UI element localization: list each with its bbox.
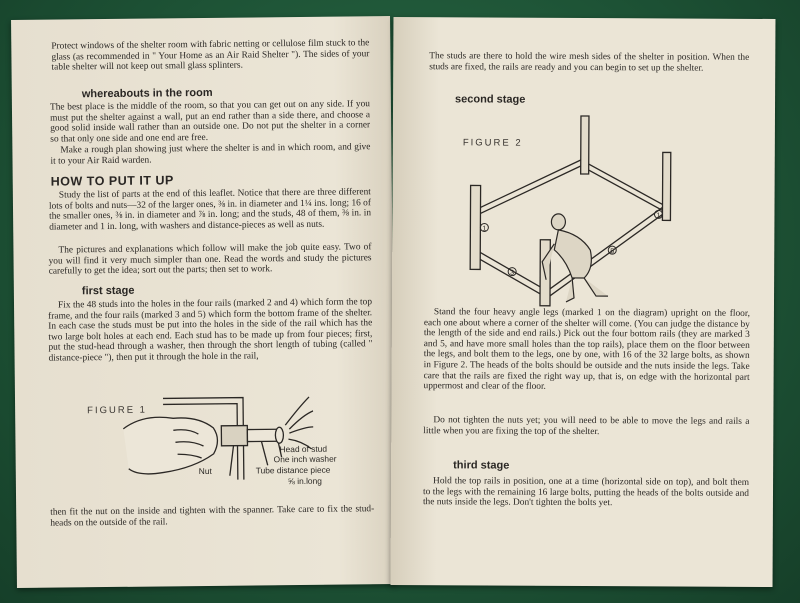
fig1-label-nut: Nut (198, 465, 212, 477)
how-paragraph-1: Study the list of parts at the end of this leaflet. Notice that there are three different lots of bolts and nuts—32 of the larger ones, ⅜ in. in diameter and 1¼ ins. long; 16 of the smaller ones, ⅜ in. in diameter and ⅞ in. long; and the studs, 48 of them, ⅜ in. in diameter and 1 in. long, with washers and distance-pieces as well as nuts. (48, 187, 372, 233)
intro-paragraph: Protect windows of the shelter room with fabric netting or cellulose film stuck to the glass (as recommended in " Your Home as an Air Raid Shelter "). The sides of your table shelter will not keep out small glass splinters. (51, 38, 370, 73)
how-paragraph-2: The pictures and explanations which follow will make the job quite easy. Two of you will find it very much simpler than one. Read the words and study the pictures carefully to get the idea; sort out the parts; then set to work. (48, 242, 372, 277)
fig2-mark-3: 3 (510, 269, 515, 277)
second-stage-paragraph-1: Stand the four heavy angle legs (marked 1 on the diagram) upright on the floor, each one about where a corner of the shelter will come. (You can judge the distance by the length of the side and end rails.) Pick out the four bottom rails (they are marked 3 and 5, and have more small holes than the top rails), place them on the floor between the legs, and bolt them to the legs, one by one, with 16 of the 32 large bolts, as shown in Figure 2. The heads of the bolts should be outside and the nuts inside the legs. Take care that the rails are fixed the right way up, that is, on edge with the horizontal part uppermost and clear of the floor. (423, 307, 750, 392)
figure-2-illustration (462, 109, 693, 310)
fig1-label-head-of-stud: Head of stud (279, 443, 328, 455)
fig1-label-washer: One inch washer (273, 453, 337, 465)
heading-third-stage: third stage (453, 459, 510, 472)
right-page (391, 17, 776, 587)
heading-whereabouts: whereabouts in the room (81, 86, 213, 101)
fig2-mark-1: 1 (482, 225, 487, 233)
left-page (11, 16, 396, 588)
figure-1-label: FIGURE 1 (87, 404, 147, 417)
figure-2-label: FIGURE 2 (462, 137, 523, 149)
first-stage-paragraph: Fix the 48 studs into the holes in the four rails (marked 2 and 4) which form the top frame, and the four rails (marked 3 and 5) which form the bottom frame of the shelter. In each case the studs must be put into the holes in the side of the rail which has the two large bolt holes at each end. Each stud has to be made up from four pieces; first, put the stud-head through a washer, then through the short length of tubing (called " distance-piece "), then put it through the hole in the rail, (48, 297, 373, 364)
fig2-mark-1b: 1 (656, 212, 661, 220)
studs-paragraph: The studs are there to hold the wire mesh sides of the shelter in position. When the studs are fixed, the rails are ready and you can begin to set up the shelter. (429, 51, 750, 74)
fig1-label-long: ⅝ in.long (287, 475, 322, 487)
heading-first-stage: first stage (81, 284, 135, 298)
second-stage-paragraph-2: Do not tighten the nuts yet; you will need to be able to move the legs and rails a little when you are fixing the top of the shelter. (423, 415, 750, 437)
whereabouts-paragraph-2: Make a rough plan showing just where the shelter is and in which room, and give it to your Air Raid warden. (50, 142, 371, 167)
heading-how-to-put-it-up: HOW TO PUT IT UP (50, 173, 174, 189)
closing-paragraph: then fit the nut on the inside and tighten with the spanner. Take care to fix the stud-heads on the outside of the rail. (50, 504, 375, 529)
man-figure-illustration (542, 214, 608, 302)
third-stage-paragraph: Hold the top rails in position, one at a time (horizontal side on top), and bolt them to the legs with the remaining 16 large bolts, putting the heads of the bolts outside and the nuts inside the legs. Don't tighten the bolts yet. (422, 476, 750, 509)
heading-second-stage: second stage (455, 93, 526, 106)
fig1-label-tube: Tube distance piece (255, 464, 331, 476)
fig2-mark-5: 5 (610, 248, 615, 256)
whereabouts-paragraph-1: The best place is the middle of the room, so that you can get out on any side. If you must put the shelter against a wall, put an end rather than a side there, and choose a good solid inside wall rather than an outside one. Do not put the shelter in a corner so that only one side and one end are free. (49, 99, 371, 145)
